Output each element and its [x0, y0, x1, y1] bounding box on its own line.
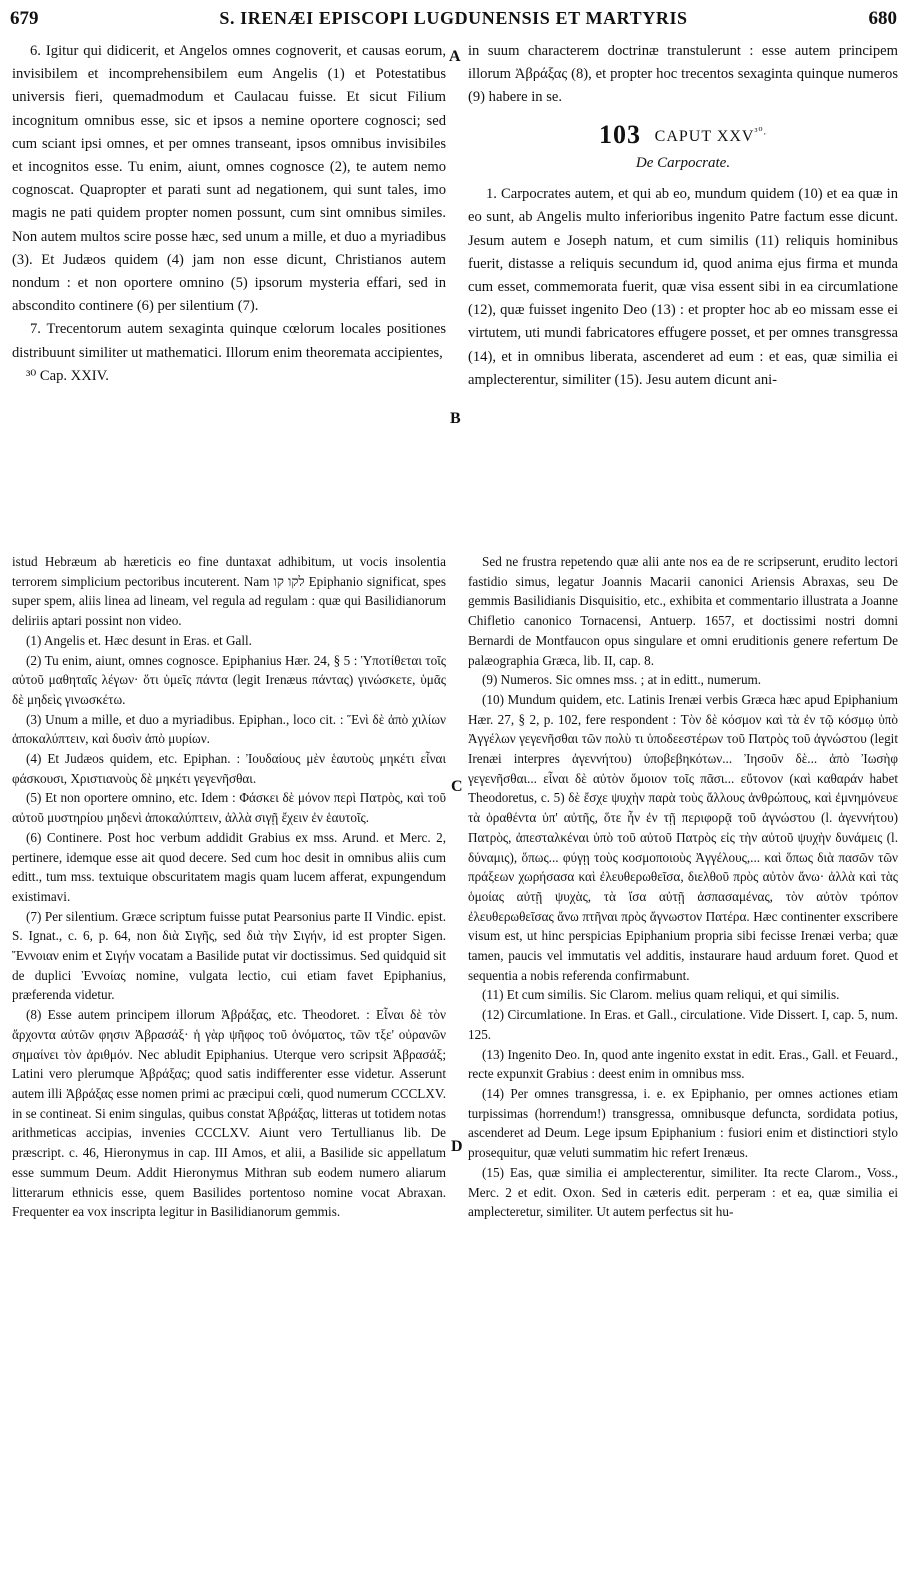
note-8: (8) Esse autem principem illorum Ἀβράξας, etc. Theodoret. : Εἶναι δὲ τὸν ἄρχοντα αὐτῶν φησιν Ἀβρασάξ· ἡ γὰρ ψῆφος τοῦ ὀνόματος, τῶν τξε' οὐρανῶν σημαίνει τὸν ἀριθμόν. Nec abludit Epiphanius. Uterque vero scripsit Ἀβρασάξ; Latini vero plerumque Ἀβράξας; quod satis indifferenter esse videtur. Asserunt autem illi Ἀβράξας esse nomen primi ac præcipui cœli, quod numerum CCCLXV. in se contineat. Si enim singulas, quibus constat Ἀβράξας, litteras ut totidem notas arithmeticas accipias, invenies CCCLXV. Aiunt vero Tertullianus lib. De præscript. c. 46, Hieronymus in cap. III Amos, et alii, a Basilide sic appellatum esse summum Deum. Addit Hieronymus Mithran sub eodem numero aliarum litterarum ethnicis esse, quem Basilides portentoso nomine vocat Abraxan. Frequenter ea vox inscripta legitur in Basilidianorum gemmis. [12, 1007, 446, 1220]
note-12: (12) Circumlatione. In Eras. et Gall., circulatione. Vide Dissert. I, cap. 5, num. 125. [468, 1007, 898, 1042]
chapter-subtitle: De Carpocrate. [635, 154, 731, 171]
margin-letter-b: B [450, 410, 461, 427]
note-13: (13) Ingenito Deo. In, quod ante ingenito exstat in edit. Eras., Gall. et Feuard., recte expunxit Grabius : deest enim in omnibus mss. [468, 1046, 898, 1082]
note-14: (14) Per omnes transgressa, i. e. ex Epiphanio, per omnes actiones etiam turpissimas (horrendum!) transgressa, omnibusque defuncta, sordidata potius, ascenderet ad Deum. Lege ipsum Epiphanium : fusiori enim et distinctiori stylo prosequitur, quæ veluti summatim hic refert Irenæus. [468, 1085, 898, 1161]
margin-letter-a: A [449, 48, 461, 65]
page-number-right: 680 [868, 8, 897, 29]
left-main-column [12, 40, 446, 547]
margin-letter-d: D [451, 1138, 463, 1155]
chapter-title-footmark: ³⁰. [754, 126, 767, 138]
running-title: S. IRENÆI EPISCOPI LUGDUNENSIS ET MARTYRIS [219, 8, 688, 28]
page-number-left: 679 [10, 8, 39, 29]
paragraph-6: 6. Igitur qui didicerit, et Angelos omnes cognoverit, et causas eorum, invisibilem et incomprehensibilem eum Angelis (1) et Potestatibus universis fieri, quemadmodum et Caulacau fuisse. Et sicut Filium incognitum omnibus esse, sic et ipsos a nemine oportere cognosci; sed cum sciant ipsi omnes, et per omnes transeant, ipsos omnibus invisibiles et incognitos esse. Tu enim, aiunt, omnes cognosce (2), te autem nemo cognoscat. Quapropter et parati sunt ad negationem, qui sunt tales, imo magis ne pati quidem propter nomen possunt, cum sint omnibus similes. Non autem multos scire posse hæc, sed unum a mille, et duo a myriadibus (3). Et Judæos quidem (4) jam non esse dicunt, Christianos autem nondum : et non oportere omnino (5) ipsorum mysteria effari, sed in abscondito continere (6) per silentium (7). [12, 43, 446, 315]
chapter-title [655, 128, 767, 145]
note-11: (11) Et cum similis. Sic Clarom. melius quam reliqui, et qui similis. [482, 987, 840, 1003]
note-9: (9) Numeros. Sic omnes mss. ; at in editt., numerum. [482, 672, 762, 688]
footnote-marker: ³⁰ Cap. XXIV. [26, 367, 109, 384]
continuation-text: in suum characterem doctrinæ transtulerunt : esse autem principem illorum Ἀβράξας (8), et propter hoc trecentos sexaginta quinque numeros (9) habere in se. [468, 43, 898, 106]
note-10: (10) Mundum quidem, etc. Latinis Irenæi verbis Græca hæc apud Epiphanium Hær. 27, § 2, p. 102, fere respondent : Τὸν δὲ κόσμον καὶ τὰ ἐν τῷ κόσμῳ ὑπὸ Ἀγγέλων γεγενῆσθαι τῶν πολὺ τι ὑποδεεστέρων τοῦ Πατρὸς τοῦ ἀγνώστου (legit Irenæi interpres ἀγεννήτου) ὑποβεβηκότων... Ἰησοῦν δὲ... ἀπὸ Ἰωσὴφ γεγενῆσθαι... εἶναι δὲ αὐτὸν ὅμοιον τοῖς πᾶσι... εὔτονον (καὶ καθαράν habet Theodoretus, c. 5) δὲ ἔσχε ψυχὴν παρὰ τοὺς ἄλλους ἀνθρώπους, καὶ ἐμνημόνευε τὰ ὁραθέντα ὑπ' αὐτῆς, ὅτε ἦν ἐν τῇ περιφορᾷ τοῦ ἀγνώστου (l. ἀγεννήτου) Πατρὸς, ἀπεσταλκέναι ὑπὸ τοῦ αὐτοῦ Πατρὸς εἰς τὴν αὐτοῦ ψυχὴν δυνάμεις (l. δύναμις), ὅπως... φύγῃ τοὺς κοσμοποιοὺς Ἀγγέλους,... καὶ ὅπως διὰ πασῶν τῶν πράξεων χωρήσασα καὶ ἐλευθερωθεῖσα, διελθοῦ πρὸς αὐτὸν ἄνω· ἀλλὰ καὶ τὰς ὁμοίας αὐτῇ ψυχὰς, τὰ ἴσα αὐτῇ ἀσπασαμένας, τὸν αὐτὸν τρόπον ἐλευθερωθεῖσας ἄνω πτῆναι πρὸς ἄγνωστον Πατέρα. Hæc continenter exscribere visum est, ut hinc perspicias Epiphanium propria sibi fecisse Irenæi verba; quæ tamen, paucis vel immutatis vel additis, instaurare haud arduum foret. Quod et sequentia a nobis referenda confirmabunt. [468, 691, 898, 983]
right-main-column [468, 40, 898, 547]
left-notes-column [12, 552, 446, 1574]
note-5: (5) Et non oportere omnino, etc. Idem : Φάσκει δὲ μόνον περὶ Πατρὸς, καὶ τοῦ αὐτοῦ μυστηρίου μηδενὶ ἀποκαλύπτειν, ἀλλὰ σιγῇ ἔχειν ἐν ἑαυτοῖς. [12, 790, 446, 826]
note-continuation: istud Hebræum ab hæreticis eo fine duntaxat adhibitum, ut vocis insolentia terrorem simplicium pectoribus incuterent. Nam לקו קו Epiphanio significat, spes super spem, aliis linea ad lineam, vel regula ad regulam : quæ qui Basilidianorum deliriis aptari possint non video. [12, 554, 446, 629]
chapter-number: 103 [599, 119, 641, 149]
paragraph-7: 7. Trecentorum autem sexaginta quinque cœlorum locales positiones distribuunt similiter ut mathematici. Illorum enim theoremata accipientes, [12, 321, 446, 361]
right-notes-column [468, 552, 898, 1574]
margin-letter-c: C [451, 778, 463, 795]
note-4: (4) Et Judæos quidem, etc. Epiphan. : Ἰουδαίους μὲν ἑαυτοὺς μηκέτι εἶναι φάσκουσι, Χριστιανοὺς δὲ μηκέτι γεγενῆσθαι. [12, 751, 446, 786]
note-1: (1) Angelis et. Hæc desunt in Eras. et Gall. [26, 632, 252, 648]
note-2: (2) Tu enim, aiunt, omnes cognosce. Epiphanius Hær. 24, § 5 : Ὑποτίθεται τοῖς αὐτοῦ μαθηταῖς λέγων· ὅτι ὑμεῖς πάντα (legit Irenæus πάντας) γινώσκετε, ὑμᾶς δὲ μηδεὶς γινωσκέτω. [12, 652, 446, 707]
note-8-continued: Sed ne frustra repetendo quæ alii ante nos ea de re scripserunt, erudito lectori fastidio simus, legatur Joannis Macarii canonici Ariensis Abraxas, seu De gemmis Basilidianis Disquisitio, etc., exhibita et commentario illustrata a Joanne Chifletio canonico Tornacensi, Antuerp. 1657, et doctissimi nostri domni Bernardi de Montfaucon opus singulare et omni eruditionis genere refertum De palæographia Græca, lib. II, cap. 8. [468, 554, 898, 668]
paragraph-1: 1. Carpocrates autem, et qui ab eo, mundum quidem (10) et ea quæ in eo sunt, ab Angelis multo inferioribus ingenito Patre factum esse dicunt. Jesum autem e Joseph natum, et cum similis (11) reliquis hominibus fuerit, distasse a reliquis secundum id, quod anima ejus firma et munda cum esset, commemorata fuerit, quæ visa essent sibi in ea circumlatione (12), quæ fuisset ingenito Deo (13) : et propter hoc ab eo missam esse ei virtutem, uti mundi fabricatores effugere posset, et per omnes transgressa (14), et in omnibus liberata, ascenderet ad eum : et eas, quæ similia ei amplecterentur, similiter (15). Jesu autem dicunt ani- [468, 186, 898, 388]
note-15: (15) Eas, quæ similia ei amplecterentur, similiter. Ita recte Clarom., Voss., Merc. 2 et edit. Oxon. Sed in cæteris edit. perperam : et ea, quæ similia ei amplecteretur, similiter. Ut autem perfectus sit hu- [468, 1164, 898, 1220]
running-header [10, 6, 897, 36]
note-6: (6) Continere. Post hoc verbum addidit Grabius ex mss. Arund. et Merc. 2, pertinere, idemque esse ait quod decere. Sed cum hoc desit in omnibus aliis cum editt., tum mss. textuique obscuritatem magis quam lucem afferat, expungendum existimavi. [12, 829, 446, 904]
chapter-heading [468, 118, 898, 152]
note-3: (3) Unum a mille, et duo a myriadibus. Epiphan., loco cit. : Ἕνὶ δὲ ἀπὸ χιλίων ἀποκαλύπτειν, καὶ δυσὶν ἀπὸ μυρίων. [12, 711, 446, 747]
note-7: (7) Per silentium. Græce scriptum fuisse putat Pearsonius parte II Vindic. epist. S. Ignat., c. 6, p. 64, non διὰ Σιγῆς, sed διὰ τὴν Σιγήν, id est propter Sigen. Ἔννοιαν enim et Σιγήν vocatam a Basilide putat vir doctissimus. Sed quidquid sit de duplici Ἐννοίας nomine, vulgata lectio, cui etiam favet Epiphanius, præferenda videtur. [12, 908, 446, 1003]
chapter-title-text: CAPUT XXV [654, 127, 755, 145]
